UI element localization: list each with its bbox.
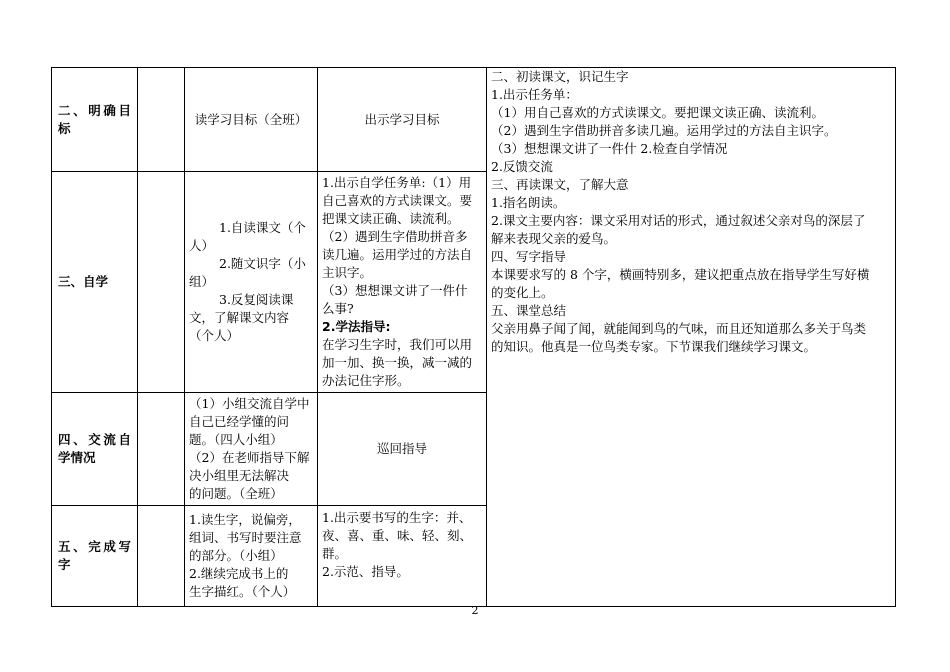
stage-line: 四、交流自 <box>58 432 131 447</box>
teacher-line: 1.出示要书写的生字：并、 <box>322 510 472 525</box>
student-line: （1）小组交流自学中 <box>189 396 310 411</box>
student-line: （个人） <box>189 328 240 343</box>
stage-line: 字 <box>58 557 71 572</box>
student-line: 1.自读课文（个 <box>219 220 306 235</box>
process-line: （1）用自己喜欢的方式读课文。要把课文读正确、读流利。 <box>491 105 824 120</box>
process-line: （3）想想课文讲了一件什 2.检查自学情况 <box>491 141 728 156</box>
process-line: 二、初读课文，识记生字 <box>491 69 629 84</box>
student-line: 文，了解课文内容 <box>189 310 290 325</box>
student-activity-cell <box>185 68 318 172</box>
stage-line: 二、明确目 <box>58 102 131 118</box>
teacher-line: 把课文读正确、读流利。 <box>322 211 460 226</box>
teacher-activity-cell <box>318 393 487 506</box>
teacher-line: 自己喜欢的方式读课文。要 <box>322 193 473 208</box>
lesson-plan-table <box>51 67 896 607</box>
process-line: 三、再读课文，了解大意 <box>491 177 629 192</box>
teacher-line: 么事? <box>322 301 354 316</box>
teacher-line: 1.出示自学任务单:（1）用 <box>322 175 472 190</box>
student-activity-cell <box>185 172 318 393</box>
process-line: 1.指名朗读。 <box>491 195 566 210</box>
teacher-line: 在学习生字时，我们可以用 <box>322 337 473 352</box>
stage-line: 标 <box>58 120 71 136</box>
process-line: 2.反馈交流 <box>491 159 553 174</box>
process-line: 本课要求写的 8 个字，横画特别多，建议把重点放在指导学生写好横 <box>491 267 870 282</box>
student-activity-cell <box>185 506 318 607</box>
teacher-line: （2）遇到生字借助拼音多 <box>322 229 468 244</box>
student-line: 组） <box>189 274 215 289</box>
teacher-line: 加一加、换一换，减一减的 <box>322 355 473 370</box>
teacher-line: 夜、喜、重、味、轻、刻、群。 <box>322 528 473 561</box>
row-objectives <box>52 68 896 172</box>
teacher-line: 读几遍。运用学过的方法自 <box>322 247 473 262</box>
teacher-activity-cell <box>318 506 487 607</box>
teacher-activity-cell <box>318 172 487 393</box>
student-line: 决小组里无法解决 <box>189 468 290 483</box>
process-line: 的变化上。 <box>491 285 554 300</box>
student-activity-cell <box>185 393 318 506</box>
process-line: 四、写字指导 <box>491 249 567 264</box>
stage-cell <box>52 172 138 393</box>
stage-line: 学情况 <box>58 450 96 465</box>
teaching-process-cell <box>487 68 896 607</box>
teacher-line: 2.学法指导: <box>322 319 391 334</box>
student-line: 题。（四人小组） <box>189 432 283 447</box>
teacher-line: 主识字。 <box>322 265 373 280</box>
process-line: 2.课文主要内容：课文采用对话的形式，通过叙述父亲对鸟的深层了 <box>491 213 866 228</box>
empty-cell <box>138 393 185 506</box>
student-line: 3.反复阅读课 <box>219 292 294 307</box>
student-line: （2）在老师指导下解 <box>189 450 310 465</box>
process-line: 五、课堂总结 <box>491 303 567 318</box>
stage-cell <box>52 393 138 506</box>
process-line: 1.出示任务单： <box>491 87 578 102</box>
student-line: 自己已经学懂的问 <box>189 414 290 429</box>
student-line: 2.随文识字（小 <box>219 256 306 271</box>
page-number: 2 <box>471 604 479 617</box>
stage-line: 三、自学 <box>58 274 109 289</box>
stage-line: 五、完成写 <box>58 539 131 554</box>
teacher-line: 巡回指导 <box>376 441 427 456</box>
student-line: 人） <box>189 238 215 253</box>
stage-cell <box>52 68 138 172</box>
student-line: 1.读生字，说偏旁， <box>189 512 301 527</box>
student-line: 2.继续完成书上的 <box>189 566 289 581</box>
process-line: 父亲用鼻子闻了闻，就能闻到鸟的气味，而且还知道那么多关于鸟类 <box>491 321 867 336</box>
process-line: 的知识。他真是一位鸟类专家。下节课我们继续学习课文。 <box>491 339 817 354</box>
stage-cell <box>52 506 138 607</box>
process-line: （2）遇到生字借助拼音多读几遍。运用学过的方法自主识字。 <box>491 123 837 138</box>
student-line: 的部分。（小组） <box>189 548 283 563</box>
student-line: 组词、书写时要注意 <box>189 530 302 545</box>
teacher-activity-cell <box>318 68 487 172</box>
student-line: 读学习目标（全班） <box>194 111 308 127</box>
teacher-line: （3）想想课文讲了一件什 <box>322 283 468 298</box>
teacher-line: 办法记住字形。 <box>322 373 410 388</box>
teacher-line: 出示学习目标 <box>364 111 440 127</box>
empty-cell <box>138 68 185 172</box>
student-line: 生字描红。（个人） <box>189 584 296 599</box>
process-line: 解来表现父亲的爱鸟。 <box>491 231 617 246</box>
student-line: 的问题。（全班） <box>189 486 283 501</box>
empty-cell <box>138 506 185 607</box>
teacher-line: 2.示范、指导。 <box>322 564 409 579</box>
empty-cell <box>138 172 185 393</box>
